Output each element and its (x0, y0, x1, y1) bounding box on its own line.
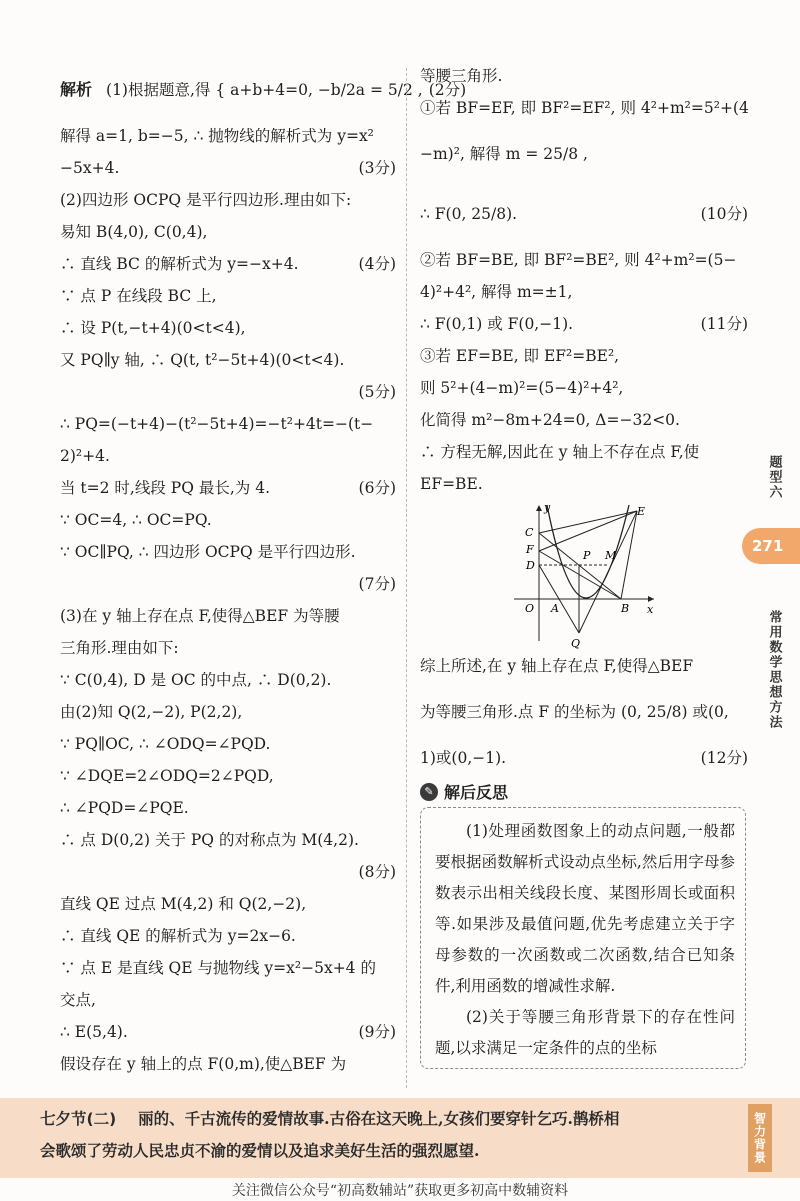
solution-right-column (420, 60, 748, 1069)
left-solution-text: ∵ ∠DQE=2∠ODQ=2∠PQD, (60, 767, 274, 785)
left-solution-line (60, 952, 396, 984)
left-solution-text: (2)四边形 OCPQ 是平行四边形.理由如下: (60, 191, 352, 209)
left-solution-text: ∴ ∠PQD=∠PQE. (60, 799, 189, 817)
left-solution-line (60, 984, 396, 1016)
left-solution-line (60, 472, 396, 504)
left-solution-line (60, 824, 396, 856)
left-solution-text: 交点, (60, 991, 96, 1009)
score-mark: (2分) (428, 81, 467, 99)
point-m-label: M (605, 549, 617, 562)
reflection-heading (420, 780, 748, 803)
left-solution-line (60, 152, 396, 184)
right-solution-text: ③若 EF=BE, 即 EF²=BE², (420, 347, 620, 365)
left-solution-text: ∴ 点 D(0,2) 关于 PQ 的对称点为 M(4,2). (60, 831, 359, 849)
left-solution-line (60, 664, 396, 696)
right-solution-text: 4)²+4², 解得 m=±1, (420, 283, 573, 301)
right-solution-line (420, 404, 748, 436)
point-d-label: D (526, 559, 535, 572)
right-column-top (420, 60, 748, 500)
left-solution-line (60, 792, 396, 824)
left-solution-text: 直线 QE 过点 M(4,2) 和 Q(2,−2), (60, 895, 307, 913)
page-number: 271 (742, 528, 800, 564)
right-solution-text: 等腰三角形. (420, 67, 503, 85)
right-solution-line (420, 276, 748, 308)
left-solution-text: ∵ 点 P 在线段 BC 上, (60, 287, 217, 305)
left-solution-line (60, 888, 396, 920)
left-solution-line (60, 248, 396, 280)
left-solution-line (60, 280, 396, 312)
left-solution-line (60, 440, 396, 472)
y-axis-label: y (544, 501, 551, 514)
score-mark: (6分) (358, 479, 396, 497)
left-solution-text: (3)在 y 轴上存在点 F,使得△BEF 为等腰 (60, 607, 340, 625)
reflection-paragraph-1: (1)处理函数图象上的动点问题,一般都要根据函数解析式设动点坐标,然后用字母参数表示出相关线段长度、某图形周长或面积等.如果涉及最值问题,优先考虑建立关于字母参数的一次函数或二次函数,结合已知条件,利用函数的增减性求解. (435, 822, 735, 995)
left-solution-line (60, 376, 396, 408)
left-solution-line (60, 600, 396, 632)
right-solution-line (420, 184, 748, 244)
left-solution-text: 假设存在 y 轴上的点 F(0,m),使△BEF 为 (60, 1055, 347, 1073)
footer-line-2: 会歌颂了劳动人民忠贞不渝的爱情以及追求美好生活的强烈愿望. (40, 1141, 480, 1160)
left-solution-line (60, 504, 396, 536)
score-mark: (10分) (700, 205, 748, 223)
right-solution-line (420, 124, 748, 184)
left-solution-text: 当 t=2 时,线段 PQ 最长,为 4. (60, 479, 270, 497)
right-solution-text: 化简得 m²−8m+24=0, Δ=−32<0. (420, 411, 680, 429)
left-solution-line (60, 920, 396, 952)
left-solution-text: 易知 B(4,0), C(0,4), (60, 223, 208, 241)
right-solution-line (420, 60, 748, 92)
section-label: 题型六 (766, 455, 782, 500)
left-solution-text: ∵ OC∥PQ, ∴ 四边形 OCPQ 是平行四边形. (60, 543, 356, 561)
right-solution-text: ②若 BF=BE, 即 BF²=BE², 则 4²+m²=(5− (420, 251, 737, 269)
chapter-label: 常用数学思想方法 (766, 610, 782, 730)
right-solution-line (420, 244, 748, 276)
figure (420, 500, 748, 650)
x-axis-label: x (647, 603, 654, 616)
right-solution-text: ∴ F(0, 25/8). (420, 205, 518, 223)
left-solution-line (60, 632, 396, 664)
right-solution-line (420, 372, 748, 404)
point-q-label: Q (571, 637, 581, 649)
origin-label: O (525, 602, 535, 615)
right-solution-line (420, 308, 748, 340)
conclusion-line (420, 742, 748, 774)
left-solution-text: ∵ PQ∥OC, ∴ ∠ODQ=∠PQD. (60, 735, 271, 753)
left-solution-text: ∴ E(5,4). (60, 1023, 128, 1041)
right-solution-line (420, 92, 748, 124)
footer-line-1: 丽的、千古流传的爱情故事.古俗在这天晚上,女孩们要穿针乞巧.鹊桥相 (138, 1109, 620, 1128)
conclusion-line (420, 650, 748, 682)
score-mark: (11分) (700, 315, 748, 333)
left-solution-text: ∴ 直线 BC 的解析式为 y=−x+4. (60, 255, 299, 273)
left-solution-text: 由(2)知 Q(2,−2), P(2,2), (60, 703, 243, 721)
conclusion-line (420, 682, 748, 742)
right-solution-line (420, 468, 748, 500)
left-solution-line (60, 568, 396, 600)
right-solution-text: EF=BE. (420, 475, 483, 493)
left-solution-line (60, 184, 396, 216)
score-mark: (3分) (358, 159, 396, 177)
conclusion-text: 综上所述,在 y 轴上存在点 F,使得△BEF (420, 657, 694, 675)
left-solution-line (60, 696, 396, 728)
left-solution-text: ∴ 直线 QE 的解析式为 y=2x−6. (60, 927, 296, 945)
right-solution-text: ①若 BF=EF, 即 BF²=EF², 则 4²+m²=5²+(4 (420, 99, 749, 117)
reflection-box (420, 807, 746, 1069)
left-solution-line (60, 1016, 396, 1048)
left-solution-line (60, 344, 396, 376)
left-solution-text: ∵ 点 E 是直线 QE 与抛物线 y=x²−5x+4 的 (60, 959, 376, 977)
left-solution-line (60, 760, 396, 792)
right-column-bottom (420, 650, 748, 774)
reflection-paragraph-2: (2)关于等腰三角形背景下的存在性问题,以求满足一定条件的点的坐标 (435, 1008, 735, 1057)
left-solution-text: (1)根据题意,得 { a+b+4=0, −b/2a = 5/2 , (106, 81, 423, 99)
left-solution-line (60, 728, 396, 760)
parabola-figure (509, 501, 659, 649)
column-divider (406, 68, 407, 1088)
left-solution-text: ∴ PQ=(−t+4)−(t²−5t+4)=−t²+4t=−(t− (60, 415, 374, 433)
watermark-text: 关注微信公众号“初高数辅站”获取更多初高中数辅资料 (231, 1183, 569, 1199)
x-axis-arrow (648, 596, 654, 602)
left-solution-line (60, 408, 396, 440)
left-solution-text: ∴ 设 P(t,−t+4)(0<t<4), (60, 319, 246, 337)
score-mark: (8分) (358, 863, 396, 881)
reflection-title: 解后反思 (444, 783, 509, 802)
point-b-label: B (621, 602, 630, 615)
pen-icon: ✎ (420, 783, 438, 801)
left-solution-text: 2)²+4. (60, 447, 110, 465)
left-solution-line (60, 216, 396, 248)
right-solution-text: −m)², 解得 m = 25/8 , (420, 145, 588, 163)
right-solution-text: ∴ F(0,1) 或 F(0,−1). (420, 315, 574, 333)
left-solution-line (60, 856, 396, 888)
conclusion-text: 为等腰三角形.点 F 的坐标为 (0, 25/8) 或(0, (420, 703, 729, 721)
point-e-label: E (637, 505, 646, 518)
line-bc (539, 533, 621, 599)
y-axis-arrow (536, 505, 542, 511)
point-c-label: C (525, 526, 534, 539)
left-solution-line (60, 120, 396, 152)
conclusion-text: 1)或(0,−1). (420, 749, 507, 767)
score-mark: (12分) (700, 749, 748, 767)
score-mark: (4分) (358, 255, 396, 273)
point-f-label: F (526, 543, 534, 556)
footer-tag: 智力背景 (748, 1104, 772, 1172)
score-mark: (7分) (358, 575, 396, 593)
analysis-label: 解析 (60, 80, 93, 99)
left-solution-text: 三角形.理由如下: (60, 639, 179, 657)
left-solution-text: ∵ OC=4, ∴ OC=PQ. (60, 511, 212, 529)
left-solution-text: −5x+4. (60, 159, 120, 177)
point-p-label: P (583, 549, 591, 562)
footer-text (40, 1103, 740, 1167)
left-solution-line (60, 1048, 396, 1080)
point-a-label: A (551, 602, 559, 615)
left-solution-line (60, 312, 396, 344)
left-solution-text: ∵ C(0,4), D 是 OC 的中点, ∴ D(0,2). (60, 671, 332, 689)
right-solution-text: ∴ 方程无解,因此在 y 轴上不存在点 F,使 (420, 443, 700, 461)
left-solution-text: 又 PQ∥y 轴, ∴ Q(t, t²−5t+4)(0<t<4). (60, 351, 345, 369)
segment-be (621, 511, 637, 599)
left-solution-text: 解得 a=1, b=−5, ∴ 抛物线的解析式为 y=x² (60, 127, 374, 145)
left-solution-line (60, 536, 396, 568)
right-solution-text: 则 5²+(4−m)²=(5−4)²+4², (420, 379, 624, 397)
chapter-sidebar (758, 455, 790, 730)
right-solution-line (420, 340, 748, 372)
score-mark: (5分) (358, 383, 396, 401)
festival-title: 七夕节(二) (40, 1110, 117, 1128)
right-solution-line (420, 436, 748, 468)
score-mark: (9分) (358, 1023, 396, 1041)
